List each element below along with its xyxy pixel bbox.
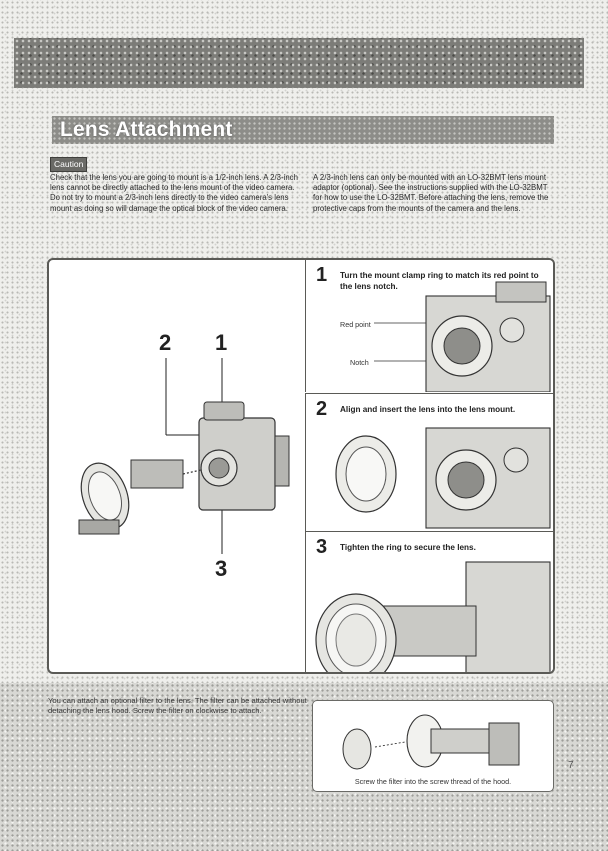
caution-badge: Caution (50, 157, 87, 172)
callout-number-3: 3 (215, 556, 228, 581)
notch-label: Notch (350, 358, 369, 367)
callout-number-1: 1 (215, 330, 228, 355)
step-3-panel (305, 531, 554, 673)
lens-attachment-diagram (47, 258, 555, 674)
filter-note-text: You can attach an optional filter to the lens. The filter can be attached without detaching the lens hood. Screw the filter on clockwise to attach. (48, 696, 307, 715)
filter-illustration-box (312, 700, 554, 792)
section-title: Lens Attachment (60, 118, 233, 141)
camera-overview-illustration (49, 260, 305, 672)
camera-with-lens-drawing (49, 260, 305, 672)
step-2-text: Align and insert the lens into the lens mount. (340, 405, 516, 414)
page-number: 7 (568, 760, 574, 771)
step-3-text: Tighten the ring to secure the lens. (340, 543, 476, 552)
step-1-number: 1 (316, 264, 328, 286)
top-decorative-banner (14, 38, 584, 88)
tighten-ring-drawing (306, 532, 554, 673)
step-1-panel (305, 260, 554, 392)
step-2-number: 2 (316, 398, 328, 420)
intro-paragraph: A 2/3-inch lens can only be mounted with an LO-32BMT lens mount adaptor (optional). See the instructions supplied with the LO-32BMT for how to use the LO-32BMT. Before attaching the lens, remove the protective caps from the mounts of the camera and the lens. (313, 173, 549, 213)
step-1-text: Turn the mount clamp ring to match its red point to the lens notch. (340, 271, 539, 291)
step-3-number: 3 (316, 536, 328, 558)
caution-paragraph: Check that the lens you are going to mount is a 1/2-inch lens. A 2/3-inch lens cannot be directly attached to the lens mount of the video camera. Do not try to mount a 2/3-inch lens directly to the video camera's lens mount as doing so will damage the optical block of the video camera. (50, 173, 298, 213)
lens-mount-drawing (306, 260, 554, 392)
filter-caption: Screw the filter into the screw thread of the hood. (354, 777, 512, 786)
insert-lens-drawing (306, 394, 554, 531)
callout-number-2: 2 (159, 330, 172, 355)
red-point-label: Red point (340, 320, 371, 329)
step-2-panel (305, 393, 554, 531)
filter-and-lens-drawing (313, 701, 553, 777)
